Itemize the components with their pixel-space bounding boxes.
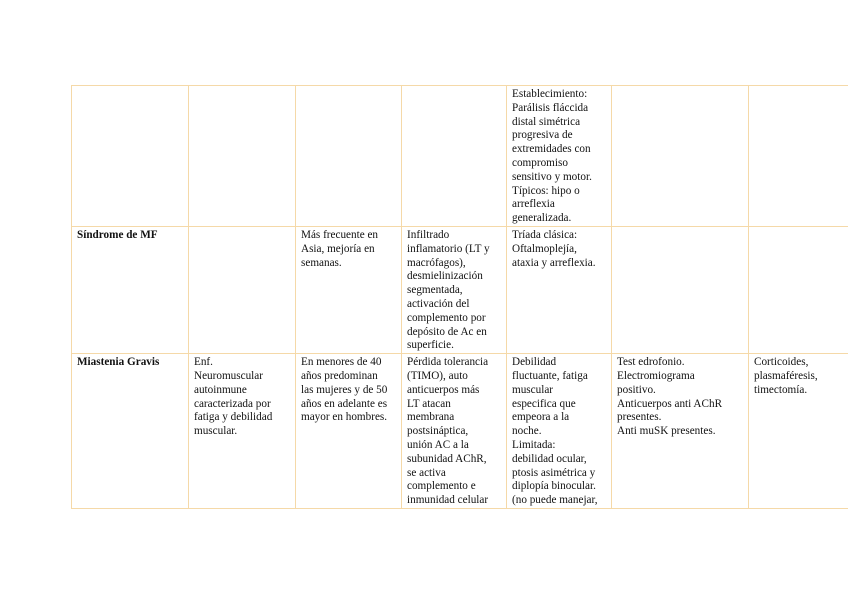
table-cell bbox=[189, 354, 296, 509]
cell-text-line: ptosis asimétrica y bbox=[512, 466, 596, 479]
cell-text-line: autoinmune bbox=[194, 383, 247, 396]
cell-text-line: LT atacan bbox=[407, 397, 451, 410]
cell-text-line: especifica que bbox=[512, 397, 576, 410]
table-cell bbox=[402, 226, 507, 353]
cell-text-line: (TIMO), auto bbox=[407, 369, 468, 382]
cell-text-line: fatiga y debilidad bbox=[194, 411, 273, 424]
cell-text-line: empeora a la bbox=[512, 411, 570, 424]
cell-text-line: diplopía binocular. bbox=[512, 480, 596, 493]
cell-text-line: progresiva de bbox=[512, 129, 573, 142]
table-cell bbox=[296, 86, 402, 227]
table-cell bbox=[296, 354, 402, 509]
table-cell bbox=[612, 354, 749, 509]
table-cell bbox=[189, 86, 296, 227]
table-cell bbox=[189, 226, 296, 353]
cell-text-line: Anticuerpos anti AChR bbox=[617, 397, 723, 410]
cell-text-line: se activa bbox=[407, 466, 446, 479]
table-cell bbox=[507, 226, 612, 353]
cell-text-line: timectomía. bbox=[754, 383, 808, 396]
cell-text-line: Típicos: hipo o bbox=[512, 184, 580, 197]
table-cell bbox=[507, 86, 612, 227]
cell-text-line: sensitivo y motor. bbox=[512, 170, 592, 183]
cell-text-line: Pérdida tolerancia bbox=[407, 356, 489, 369]
cell-text-line: Infiltrado bbox=[407, 228, 450, 241]
cell-text-line: Oftalmoplejía, bbox=[512, 242, 577, 255]
cell-text-line: activación del bbox=[407, 297, 470, 310]
cell-text-line: membrana bbox=[407, 411, 455, 424]
cell-text-line: complemento e bbox=[407, 480, 476, 493]
cell-text-line: En menores de 40 bbox=[301, 356, 382, 369]
cell-text-line: Establecimiento: bbox=[512, 88, 588, 100]
table-body bbox=[72, 86, 848, 509]
cell-text-line: superficie. bbox=[407, 339, 454, 352]
cell-text-line: Más frecuente en bbox=[301, 228, 379, 241]
cell-text-line: Anti muSK presentes. bbox=[617, 425, 716, 438]
cell-text-line: arreflexia bbox=[512, 198, 555, 211]
cell-text-line: muscular bbox=[512, 383, 554, 396]
table-cell bbox=[749, 354, 848, 509]
table-cell bbox=[507, 354, 612, 509]
cell-text-line: inmunidad celular bbox=[407, 494, 489, 507]
cell-text-line: años en adelante es bbox=[301, 397, 388, 410]
cell-text-line: semanas. bbox=[301, 256, 342, 269]
cell-text-line: subunidad AChR, bbox=[407, 452, 487, 465]
cell-text-line: inflamatorio (LT y bbox=[407, 242, 490, 255]
row-heading bbox=[72, 86, 189, 227]
cell-text-line: depósito de Ac en bbox=[407, 325, 487, 338]
cell-text-line: desmielinización bbox=[407, 270, 483, 283]
cell-text-line: fluctuante, fatiga bbox=[512, 369, 588, 382]
cell-text-line: (no puede manejar, bbox=[512, 494, 598, 507]
cell-text-line: Enf. bbox=[194, 356, 213, 369]
cell-text-line: Parálisis fláccida bbox=[512, 101, 589, 114]
table-cell bbox=[402, 86, 507, 227]
table-cell bbox=[612, 86, 749, 227]
row-heading: Síndrome de MF bbox=[72, 226, 189, 353]
table-cell bbox=[402, 354, 507, 509]
disease-table bbox=[71, 85, 848, 509]
cell-text-line: Debilidad bbox=[512, 356, 557, 369]
cell-text-line: postsináptica, bbox=[407, 425, 469, 438]
table-cell bbox=[612, 226, 749, 353]
cell-text-line: Limitada: bbox=[512, 438, 556, 451]
cell-text-line: distal simétrica bbox=[512, 115, 581, 128]
cell-text-line: mayor en hombres. bbox=[301, 411, 388, 424]
cell-text-line: años predominan bbox=[301, 369, 378, 382]
cell-text-line: caracterizada por bbox=[194, 397, 271, 410]
cell-text-line: anticuerpos más bbox=[407, 383, 480, 396]
cell-text-line: noche. bbox=[512, 425, 542, 438]
cell-text-line: generalizada. bbox=[512, 212, 572, 225]
table-cell bbox=[296, 226, 402, 353]
cell-text-line: las mujeres y de 50 bbox=[301, 383, 388, 396]
cell-text-line: presentes. bbox=[617, 411, 662, 424]
cell-text-line: macrófagos), bbox=[407, 256, 466, 269]
cell-text-line: Neuromuscular bbox=[194, 369, 263, 382]
cell-text-line: muscular. bbox=[194, 425, 238, 438]
cell-text-line: ataxia y arreflexia. bbox=[512, 256, 596, 269]
cell-text-line: Test edrofonio. bbox=[617, 356, 685, 369]
table-cell bbox=[749, 86, 848, 227]
cell-text-line: Asia, mejoría en bbox=[301, 242, 375, 255]
cell-text-line: extremidades con bbox=[512, 143, 591, 156]
table-row bbox=[72, 86, 848, 227]
cell-text-line: compromiso bbox=[512, 156, 568, 169]
cell-text-line: Corticoides, bbox=[754, 356, 809, 369]
cell-text-line: debilidad ocular, bbox=[512, 452, 587, 465]
cell-text-line: unión AC a la bbox=[407, 438, 469, 451]
cell-text-line: Tríada clásica: bbox=[512, 228, 578, 241]
cell-text-line: plasmaféresis, bbox=[754, 369, 818, 382]
table-row bbox=[72, 354, 848, 509]
cell-text-line: Electromiograma bbox=[617, 369, 695, 382]
cell-text-line: segmentada, bbox=[407, 284, 463, 297]
cell-text-line: positivo. bbox=[617, 383, 656, 396]
table-row bbox=[72, 226, 848, 353]
table-cell bbox=[749, 226, 848, 353]
row-heading: Miastenia Gravis bbox=[72, 354, 189, 509]
cell-text-line: complemento por bbox=[407, 311, 486, 324]
